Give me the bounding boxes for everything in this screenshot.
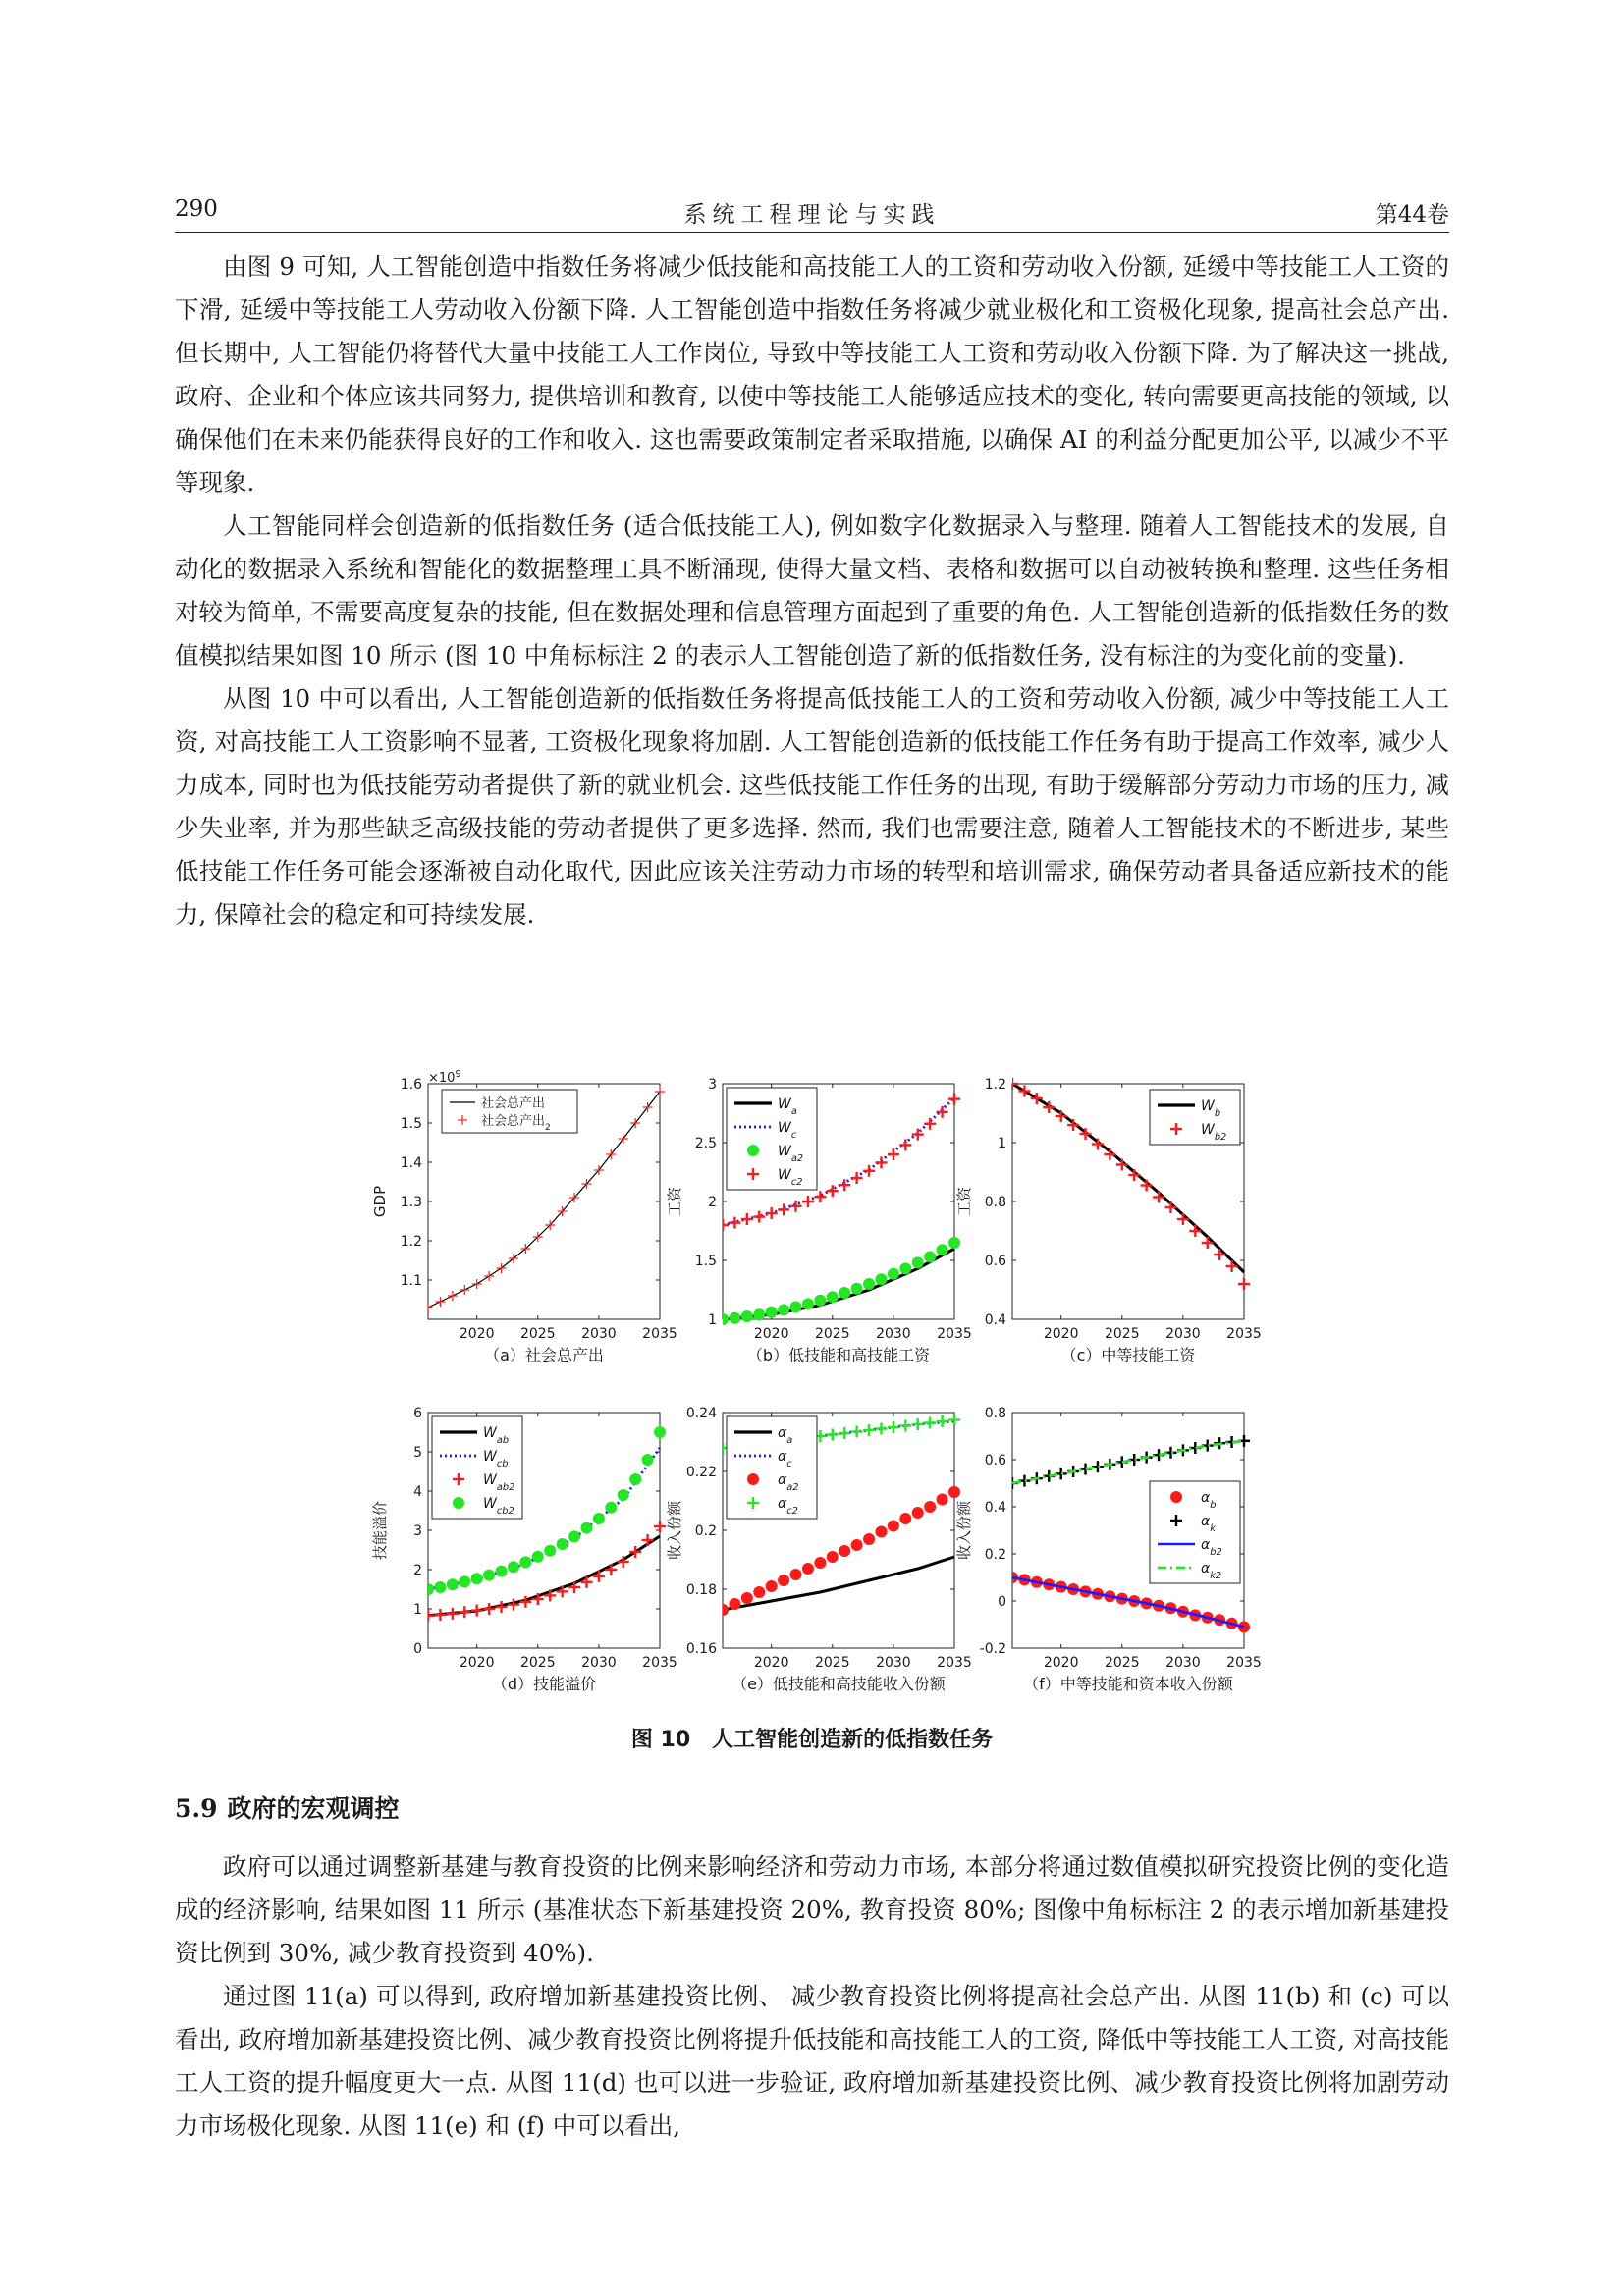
y-tick-label: 4 [413,1484,422,1500]
x-tick-label: 2020 [1043,1655,1079,1671]
section-title: 政府的宏观调控 [227,1794,400,1823]
subfigure-caption: （d）技能溢价 [491,1675,597,1693]
subfigure-caption: （e）低技能和高技能收入份额 [731,1675,946,1693]
series-a2-marker [753,1308,765,1320]
legend [727,1088,817,1190]
legend-label: $W_{ab2}$ [483,1472,515,1493]
y-axis-label: GDP [371,1185,389,1218]
series-a2-marker [912,1256,924,1268]
x-tick-label: 2025 [519,1655,556,1671]
series-a2-marker [778,1304,789,1315]
legend-label: $\alpha_{b2}$ [1201,1537,1222,1558]
series-cb2-marker [434,1581,446,1593]
y-tick-label: 5 [413,1445,422,1461]
x-tick-label: 2030 [581,1655,617,1671]
legend-label: $W_{c2}$ [778,1167,803,1188]
series-a2-marker [717,1313,729,1325]
figure-caption: 图 10 人工智能创造新的低指数任务 [630,1728,994,1752]
x-tick-label: 2030 [876,1326,911,1342]
series-a2-marker [827,1291,839,1303]
series-a2-marker [924,1501,936,1513]
legend-swatch-a2 [747,1473,759,1485]
series-cb2-marker [471,1573,483,1584]
chart-c-mid-wage [957,1070,1272,1384]
legend-label: $W_{a2}$ [778,1144,804,1164]
paragraph: 政府可以通过调整新基建与教育投资的比例来影响经济和劳动力市场, 本部分将通过数值模拟研究投资比例的变化造成的经济影响, 结果如图 11 所示 (基准状态下新基建投资 20%, 教育投资 80%; 图像中角标标注 2 的表示增加新基建投资比例到 30%, 减少教育投资到 40%). [175,1852,1449,1967]
running-header [175,196,1449,236]
series-a2-marker [875,1273,887,1285]
legend-label: $\alpha_{a2}$ [778,1472,799,1493]
chart-f-mid-capital-share [957,1399,1272,1713]
series-cb2-marker [568,1530,580,1542]
subfigure-caption: （f）中等技能和资本收入份额 [1023,1675,1233,1693]
legend-label: $W_{ab}$ [483,1425,510,1446]
series-a-line [723,1557,954,1610]
series-a2-marker [899,1262,911,1274]
x-tick-label: 2025 [519,1326,556,1342]
y-tick-label: 0.2 [694,1523,717,1539]
y-tick-label: 1.5 [694,1254,717,1269]
y-tick-label: 0 [413,1641,422,1657]
series-a2-marker [839,1287,850,1299]
series-a2-marker [790,1301,802,1312]
legend-label: $W_{cb2}$ [483,1496,514,1517]
y-exponent-label: $\times 10^9$ [428,1068,461,1086]
legend-label: $\alpha_a$ [778,1425,793,1446]
y-tick-label: 3 [708,1077,717,1093]
y-tick-label: 1.6 [400,1077,422,1093]
series-a2-marker [827,1551,839,1563]
series-a2-marker [814,1295,826,1307]
series-a2-marker [899,1513,911,1524]
paragraph: 人工智能同样会创造新的低指数任务 (适合低技能工人), 例如数字化数据录入与整理. 随着人工智能技术的发展, 自动化的数据录入系统和智能化的数据整理工具不断涌现, 使得大量文档、表格和数据可以自动被转换和整理. 这些任务相对较为简单, 不需要高度复杂的技能, 但在数据处理和信息管理方面起到了重要的角色. 人工智能创造新的低指数任务的数值模拟结果如图 10 所示 (图 10 中角标标注 2 的表示人工智能创造了新的低指数任务, 没有标注的为变化前的变量). [175,511,1449,669]
legend-swatch-cb2 [453,1497,464,1509]
legend-label: $\alpha_b$ [1201,1490,1217,1511]
x-tick-label: 2035 [1226,1326,1262,1342]
x-tick-label: 2035 [642,1655,677,1671]
y-axis-label: 技能溢价 [371,1500,389,1561]
y-axis-label: 工资 [666,1186,683,1217]
series-cb2-marker [532,1551,544,1563]
section-heading [175,1789,400,1825]
series-cb2-marker [422,1583,434,1595]
subfigure-caption: （b）低技能和高技能工资 [746,1346,931,1364]
paragraph: 从图 10 中可以看出, 人工智能创造新的低指数任务将提高低技能工人的工资和劳动收入份额, 减少中等技能工人工资, 对高技能工人工资影响不显著, 工资极化现象将加剧. 人工智能创造新的低技能工作任务有助于提高工作效率, 减少人力成本, 同时也为低技能劳动者提供了新的就业机会. 这些低技能工作任务的出现, 有助于缓解部分劳动力市场的压力, 减少失业率, 并为那些缺乏高级技能的劳动者提供了更多选择. 然而, 我们也需要注意, 随着人工智能技术的不断进步, 某些低技能工作任务可能会逐渐被自动化取代, 因此应该关注劳动力市场的转型和培训需求, 确保劳动者具备适应新技术的能力, 保障社会的稳定和可持续发展. [175,684,1449,929]
y-tick-label: 0.16 [685,1641,717,1657]
y-tick-label: 0.6 [984,1453,1006,1468]
x-tick-label: 2030 [1165,1655,1201,1671]
legend [1150,1090,1240,1145]
series-a2-marker [802,1298,814,1309]
series-cb2-marker [508,1561,519,1573]
series-cb2-marker [519,1556,531,1568]
y-axis-label: 收入份额 [955,1500,973,1561]
series-a2-marker [766,1580,778,1592]
series-a2-marker [741,1592,753,1604]
y-tick-label: 1 [413,1602,422,1618]
y-tick-label: 0 [998,1594,1006,1610]
series-a2-marker [937,1494,948,1506]
body-text-bottom [175,1845,1449,2148]
legend-label: $\alpha_c$ [778,1449,792,1469]
y-tick-label: 0.8 [984,1195,1006,1210]
series-a2-marker [790,1569,802,1580]
legend-label: $W_c$ [778,1120,797,1141]
x-tick-label: 2030 [1165,1326,1201,1342]
legend [1150,1481,1240,1583]
x-tick-label: 2020 [753,1655,789,1671]
y-tick-label: 1.2 [400,1234,422,1250]
series-a2-marker [753,1586,765,1598]
subfigure-caption: （a）社会总产出 [484,1346,604,1364]
chart-a-gdp [373,1070,687,1384]
chart-e-income-share [668,1399,982,1713]
series-a2-marker [937,1244,948,1255]
series-cb2-marker [544,1545,556,1557]
page-number: 290 [175,196,218,222]
legend-swatch-a2 [747,1145,759,1156]
chart-d-skill-premium [373,1399,687,1713]
series-cb2-marker [618,1489,629,1501]
legend [442,1090,577,1133]
series-cb2-marker [642,1454,654,1466]
x-tick-label: 2025 [814,1655,850,1671]
legend-label: $W_a$ [778,1096,797,1117]
series-cb2-marker [459,1575,470,1587]
y-tick-label: 6 [413,1406,422,1421]
x-tick-label: 2025 [814,1326,850,1342]
x-tick-label: 2035 [937,1655,972,1671]
series-a2-marker [778,1575,789,1586]
legend-label: $W_{b2}$ [1201,1122,1227,1143]
series-a2-marker [912,1507,924,1519]
y-tick-label: 0.18 [685,1582,717,1598]
series-a2-marker [814,1557,826,1569]
x-tick-label: 2035 [937,1326,972,1342]
legend [432,1416,522,1519]
series-a2-marker [839,1545,850,1557]
legend-label: 社会总产出 [481,1096,546,1111]
series-a2-marker [851,1539,863,1551]
series-cb2-marker [496,1566,508,1577]
y-tick-label: 0.4 [984,1500,1006,1516]
y-tick-label: 2.5 [694,1136,717,1151]
series-a2-marker [863,1278,875,1290]
legend-label: 社会总产出$_2$ [481,1114,551,1133]
paragraph: 由图 9 可知, 人工智能创造中指数任务将减少低技能和高技能工人的工资和劳动收入份额, 延缓中等技能工人工资的下滑, 延缓中等技能工人劳动收入份额下降. 人工智能创造中指数任务将减少就业极化和工资极化现象, 提高社会总产出. 但长期中, 人工智能仍将替代大量中技能工人工作岗位, 导致中等技能工人工资和劳动收入份额下降. 为了解决这一挑战, 政府、企业和个体应该共同努力, 提供培训和教育, 以使中等技能工人能够适应技术的变化, 转向需要更高技能的领域, 以确保他们在未来仍能获得良好的工作和收入. 这也需要政策制定者采取措施, 以确保 AI 的利益分配更加公平, 以减少不平等现象. [175,252,1449,497]
legend [727,1416,817,1519]
y-tick-label: 1 [708,1312,717,1328]
y-tick-label: -0.2 [979,1641,1006,1657]
series-a2-marker [863,1533,875,1545]
series-cb2-marker [447,1578,459,1590]
series-a2-marker [888,1521,899,1532]
series-a2-marker [888,1268,899,1280]
y-tick-label: 2 [413,1563,422,1578]
legend-label: $\alpha_{c2}$ [778,1496,798,1517]
series-a2-marker [717,1604,729,1616]
series-cb2-marker [580,1522,592,1534]
series-cb2-marker [483,1570,495,1581]
series-cb2-marker [629,1473,641,1485]
legend-label: $\alpha_k$ [1201,1514,1216,1534]
header-rule [175,232,1449,233]
series-cb2-marker [605,1502,617,1514]
y-tick-label: 1 [998,1136,1006,1151]
x-tick-label: 2020 [459,1326,495,1342]
series-a2-marker [729,1598,740,1610]
x-tick-label: 2025 [1104,1326,1140,1342]
x-tick-label: 2020 [459,1655,495,1671]
y-tick-label: 2 [708,1195,717,1210]
series-cb2-marker [557,1538,568,1550]
y-tick-label: 1.1 [400,1273,422,1289]
series-cb2-marker [654,1426,666,1438]
y-tick-label: 0.22 [685,1465,717,1480]
volume-label: 第44卷 [1375,202,1449,228]
series-a2-marker [766,1307,778,1318]
y-tick-label: 0.2 [984,1547,1006,1563]
x-tick-label: 2035 [642,1326,677,1342]
y-tick-label: 0.6 [984,1254,1006,1269]
body-text-top [175,245,1449,936]
y-axis-label: 收入份额 [666,1500,683,1561]
y-tick-label: 1.4 [400,1155,422,1171]
legend-label: $\alpha_{k2}$ [1201,1561,1222,1581]
x-tick-label: 2030 [876,1655,911,1671]
series-a2-marker [741,1310,753,1322]
x-tick-label: 2020 [1043,1326,1079,1342]
journal-title: 系统工程理论与实践 [683,202,941,228]
series-a2-marker [851,1283,863,1295]
legend-label: $W_b$ [1201,1098,1221,1119]
x-tick-label: 2030 [581,1326,617,1342]
x-tick-label: 2025 [1104,1655,1140,1671]
chart-b-low-high-wage [668,1070,982,1384]
x-tick-label: 2035 [1226,1655,1262,1671]
series-cb2-marker [593,1513,605,1524]
paragraph: 通过图 11(a) 可以得到, 政府增加新基建投资比例、 减少教育投资比例将提高社会总产出. 从图 11(b) 和 (c) 可以看出, 政府增加新基建投资比例、减少教育投资比例将提升低技能和高技能工人的工资, 降低中等技能工人工资, 对高技能工人工资的提升幅度更大一点. 从图 11(d) 也可以进一步验证, 政府增加新基建投资比例、减少教育投资比例将加剧劳动力市场极化现象. 从图 11(e) 和 (f) 中可以看出, [175,1982,1449,2140]
subfigure-caption: （c）中等技能工资 [1060,1346,1196,1364]
legend-label: $W_{cb}$ [483,1449,509,1469]
series-ab-line [428,1536,660,1616]
y-tick-label: 0.8 [984,1406,1006,1421]
y-tick-label: 3 [413,1523,422,1539]
x-tick-label: 2020 [753,1326,789,1342]
series-a2-marker [802,1563,814,1575]
y-tick-label: 1.5 [400,1116,422,1132]
series-a2-marker [924,1251,936,1262]
y-tick-label: 1.3 [400,1195,422,1210]
y-tick-label: 0.24 [685,1406,717,1421]
series-a2-marker [729,1312,740,1324]
section-number: 5.9 [175,1794,218,1823]
series-a2-marker [875,1526,887,1538]
y-tick-label: 1.2 [984,1077,1006,1093]
y-tick-label: 0.4 [984,1312,1006,1328]
legend-swatch-b [1170,1491,1182,1503]
y-axis-label: 工资 [955,1186,973,1217]
